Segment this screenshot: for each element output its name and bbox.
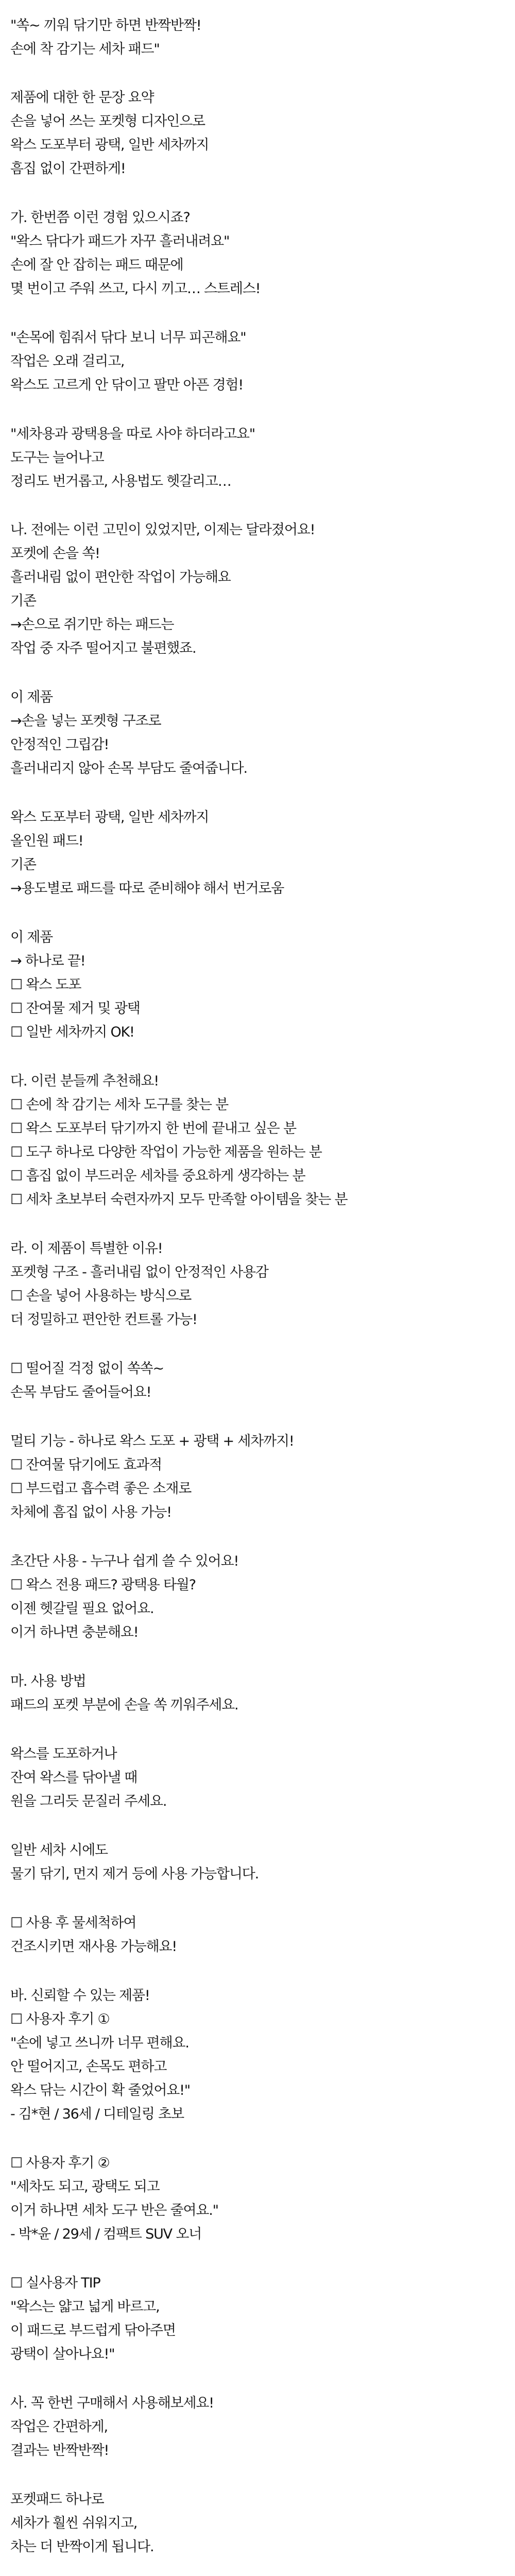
text-line: 손에 잘 안 잡히는 패드 때문에 <box>10 257 183 273</box>
text-line: 왁스 도포부터 광택, 일반 세차까지 <box>10 809 209 825</box>
text-line: 이 제품 <box>10 929 53 945</box>
text-line: 손에 착 감기는 세차 패드" <box>10 41 160 57</box>
text-line: "손에 넣고 쓰니까 너무 편해요. <box>10 2035 189 2051</box>
text-line: 이 패드로 부드럽게 닦아주면 <box>10 2323 176 2338</box>
text-line: 가. 한번쯤 이런 경험 있으시죠? <box>10 210 190 226</box>
text-line: "쏙~ 끼워 닦기만 하면 반짝반짝! <box>10 18 201 33</box>
text-line: 흘러내리지 않아 손목 부담도 줄여줍니다. <box>10 760 247 776</box>
text-line: 일반 세차 시에도 <box>10 1842 108 1858</box>
text-line: 손을 넣어 쓰는 포켓형 디자인으로 <box>10 113 205 129</box>
text-line: → 하나로 끝! <box>10 953 85 969</box>
text-line: 기존 <box>10 857 36 873</box>
text-line: ☐ 세차 초보부터 숙련자까지 모두 만족할 아이템을 찾는 분 <box>10 1192 348 1208</box>
text-line: 라. 이 제품이 특별한 이유! <box>10 1241 163 1257</box>
text-line: 작업은 간편하게, <box>10 2419 108 2435</box>
text-line: 패드의 포켓 부분에 손을 쏙 끼워주세요. <box>10 1697 238 1713</box>
text-line: 세차가 훨씬 쉬워지고, <box>10 2515 138 2531</box>
text-line: ☐ 왁스 전용 패드? 광택용 타월? <box>10 1577 196 1593</box>
text-line: 초간단 사용 - 누구나 쉽게 쓸 수 있어요! <box>10 1553 239 1569</box>
text-line: "손목에 힘줘서 닦다 보니 너무 피곤해요" <box>10 330 246 346</box>
text-line: "세차용과 광택용을 따로 사야 하더라고요" <box>10 426 255 442</box>
text-line: ☐ 떨어질 걱정 없이 쏙쏙~ <box>10 1361 164 1377</box>
text-line: →손으로 쥐기만 하는 패드는 <box>10 617 174 633</box>
text-line: 왁스 닦는 시간이 확 줄었어요!" <box>10 2082 190 2098</box>
text-line: ☐ 도구 하나로 다양한 작업이 가능한 제품을 원하는 분 <box>10 1144 322 1160</box>
text-line: "왁스 닦다가 패드가 자꾸 흘러내려요" <box>10 233 230 249</box>
text-line: ☐ 흠집 없이 부드러운 세차를 중요하게 생각하는 분 <box>10 1168 305 1184</box>
text-line: ☐ 손을 넣어 사용하는 방식으로 <box>10 1288 192 1304</box>
text-line: "왁스는 얇고 넓게 바르고, <box>10 2299 160 2315</box>
text-line: →손을 넣는 포켓형 구조로 <box>10 713 161 729</box>
text-line: 나. 전에는 이런 고민이 있었지만, 이제는 달라졌어요! <box>10 522 315 538</box>
text-line: 멀티 기능 - 하나로 왁스 도포 + 광택 + 세차까지! <box>10 1433 294 1449</box>
text-line: 흠집 없이 간편하게! <box>10 161 126 177</box>
text-line: 결과는 반짝반짝! <box>10 2443 109 2459</box>
text-line: 포켓패드 하나로 <box>10 2492 104 2507</box>
text-line: 정리도 번거롭고, 사용법도 헷갈리고… <box>10 473 231 489</box>
text-line: 다. 이런 분들께 추천해요! <box>10 1073 159 1089</box>
text-line: ☐ 사용 후 물세척하여 <box>10 1915 136 1931</box>
text-line: 왁스도 고르게 안 닦이고 팔만 아픈 경험! <box>10 377 244 393</box>
text-line: 이거 하나면 세차 도구 반은 줄여요." <box>10 2202 218 2218</box>
text-line: - 박*윤 / 29세 / 컴팩트 SUV 오너 <box>10 2226 202 2242</box>
text-line: 원을 그리듯 문질러 주세요. <box>10 1793 167 1809</box>
text-line: 더 정밀하고 편안한 컨트롤 가능! <box>10 1312 197 1328</box>
text-line: 잔여 왁스를 닦아낼 때 <box>10 1770 138 1786</box>
text-line: 제품에 대한 한 문장 요약 <box>10 90 154 106</box>
text-line: 안 떨어지고, 손목도 편하고 <box>10 2059 167 2075</box>
text-line: 물기 닦기, 먼지 제거 등에 사용 가능합니다. <box>10 1866 259 1882</box>
text-line: ☐ 잔여물 닦기에도 효과적 <box>10 1457 162 1473</box>
text-line: ☐ 사용자 후기 ② <box>10 2155 110 2171</box>
text-line: ☐ 일반 세차까지 OK! <box>10 1024 134 1040</box>
text-line: 손목 부담도 줄어들어요! <box>10 1384 151 1400</box>
text-line: 바. 신뢰할 수 있는 제품! <box>10 1988 150 2004</box>
text-line: ☐ 사용자 후기 ① <box>10 2011 110 2027</box>
text-line: 도구는 늘어나고 <box>10 450 104 466</box>
text-line: ☐ 실사용자 TIP <box>10 2275 100 2291</box>
text-line: 차는 더 반짝이게 됩니다. <box>10 2539 154 2555</box>
text-line: 작업은 오래 걸리고, <box>10 353 125 369</box>
text-line: 작업 중 자주 떨어지고 불편했죠. <box>10 640 196 656</box>
text-line: 이젠 헷갈릴 필요 없어요. <box>10 1601 154 1617</box>
text-line: ☐ 잔여물 제거 및 광택 <box>10 1001 140 1016</box>
text-line: 차체에 흠집 없이 사용 가능! <box>10 1504 171 1520</box>
text-line: - 김*현 / 36세 / 디테일링 초보 <box>10 2106 184 2122</box>
text-line: 광택이 살아나요!" <box>10 2346 115 2362</box>
text-line: ☐ 왁스 도포 <box>10 977 81 993</box>
text-line: 몇 번이고 주워 쓰고, 다시 끼고… 스트레스! <box>10 281 261 297</box>
text-line: 왁스를 도포하거나 <box>10 1746 117 1762</box>
text-line: 사. 꼭 한번 구매해서 사용해보세요! <box>10 2395 214 2411</box>
text-line: 왁스 도포부터 광택, 일반 세차까지 <box>10 137 209 153</box>
text-line: "세차도 되고, 광택도 되고 <box>10 2179 160 2195</box>
text-line: ☐ 왁스 도포부터 닦기까지 한 번에 끝내고 싶은 분 <box>10 1121 296 1137</box>
text-line: 이거 하나면 충분해요! <box>10 1624 139 1640</box>
text-line: 포켓형 구조 - 흘러내림 없이 안정적인 사용감 <box>10 1264 268 1280</box>
text-line: 안정적인 그립감! <box>10 737 109 753</box>
text-line: 마. 사용 방법 <box>10 1673 86 1689</box>
text-line: 흘러내림 없이 편안한 작업이 가능해요 <box>10 569 231 585</box>
text-line: 기존 <box>10 593 36 609</box>
text-line: 올인원 패드! <box>10 833 83 849</box>
text-line: ☐ 손에 착 감기는 세차 도구를 찾는 분 <box>10 1097 229 1113</box>
text-line: ☐ 부드럽고 흡수력 좋은 소재로 <box>10 1481 192 1497</box>
text-line: 건조시키면 재사용 가능해요! <box>10 1939 177 1955</box>
text-line: 포켓에 손을 쏙! <box>10 546 100 562</box>
text-line: →용도별로 패드를 따로 준비해야 해서 번거로움 <box>10 880 284 896</box>
text-line: 이 제품 <box>10 689 53 705</box>
